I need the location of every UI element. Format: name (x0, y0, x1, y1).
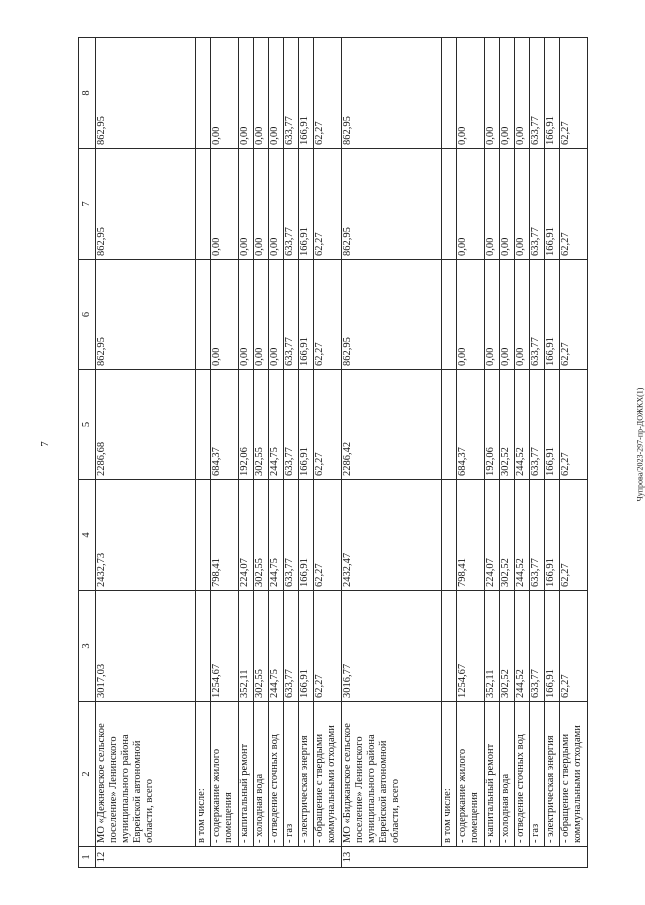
value-cell: 862,95 (342, 38, 442, 149)
total-row (96, 38, 196, 868)
service-name: - содержание жилого помещения (211, 702, 239, 847)
value-cell: 0,00 (269, 38, 284, 149)
value-cell: 1254,67 (457, 591, 485, 702)
value-cell: 633,77 (284, 260, 299, 370)
value-cell: 166,91 (299, 149, 314, 260)
value-cell: 633,77 (284, 370, 299, 480)
empty-cell (442, 480, 457, 591)
in-total-label: в том числе: (196, 702, 211, 847)
value-cell: 192,06 (239, 370, 254, 480)
value-cell: 0,00 (239, 260, 254, 370)
municipality-name: МО «Биджанское сельское поселение» Ленинского муниципального района Еврейской автономной области, всего (342, 702, 442, 847)
value-cell: 0,00 (500, 38, 515, 149)
service-row (314, 38, 342, 868)
value-cell: 0,00 (254, 260, 269, 370)
service-name: - электрическая энергия (299, 702, 314, 847)
value-cell: 633,77 (530, 149, 545, 260)
value-cell: 3016,77 (342, 591, 442, 702)
service-name: - отведение сточных вод (269, 702, 284, 847)
value-cell: 62,27 (314, 591, 342, 702)
value-cell: 2286,42 (342, 370, 442, 480)
empty-cell (196, 591, 211, 702)
column-number: 1 (79, 847, 96, 868)
value-cell: 0,00 (269, 260, 284, 370)
value-cell: 62,27 (314, 149, 342, 260)
value-cell: 0,00 (211, 149, 239, 260)
value-cell: 302,52 (500, 591, 515, 702)
service-name: - холодная вода (500, 702, 515, 847)
value-cell: 224,07 (485, 480, 500, 591)
value-cell: 0,00 (500, 149, 515, 260)
value-cell: 633,77 (284, 480, 299, 591)
value-cell: 244,75 (269, 370, 284, 480)
service-row (284, 38, 299, 868)
service-name: - капитальный ремонт (485, 702, 500, 847)
value-cell: 244,75 (269, 591, 284, 702)
empty-cell (196, 38, 211, 149)
in-total-row (196, 38, 211, 868)
empty-cell (196, 370, 211, 480)
service-row (254, 38, 269, 868)
value-cell: 0,00 (515, 149, 530, 260)
service-name: - обращение с твердыми коммунальными отходами (314, 702, 342, 847)
value-cell: 166,91 (299, 370, 314, 480)
service-row (485, 38, 500, 868)
service-row (299, 38, 314, 868)
value-cell: 0,00 (457, 38, 485, 149)
value-cell: 0,00 (239, 149, 254, 260)
value-cell: 302,55 (254, 370, 269, 480)
value-cell: 166,91 (545, 480, 560, 591)
value-cell: 62,27 (560, 370, 588, 480)
value-cell: 862,95 (342, 260, 442, 370)
service-name: - холодная вода (254, 702, 269, 847)
document-reference: Чупрова/2023-297-пр-ДОЖКХ(1) (635, 387, 645, 502)
value-cell: 862,95 (342, 149, 442, 260)
service-row (457, 38, 485, 868)
value-cell: 0,00 (485, 149, 500, 260)
service-row (211, 38, 239, 868)
value-cell: 166,91 (545, 591, 560, 702)
value-cell: 302,55 (254, 480, 269, 591)
column-number: 3 (79, 591, 96, 702)
value-cell: 0,00 (211, 260, 239, 370)
value-cell: 62,27 (314, 370, 342, 480)
service-row (545, 38, 560, 868)
value-cell: 0,00 (485, 260, 500, 370)
column-number: 7 (79, 149, 96, 260)
empty-cell (442, 38, 457, 149)
column-number: 2 (79, 702, 96, 847)
value-cell: 352,11 (239, 591, 254, 702)
value-cell: 798,41 (211, 480, 239, 591)
service-name: - газ (284, 702, 299, 847)
value-cell: 166,91 (299, 480, 314, 591)
value-cell: 0,00 (211, 38, 239, 149)
value-cell: 633,77 (284, 149, 299, 260)
value-cell: 302,52 (500, 370, 515, 480)
empty-cell (442, 260, 457, 370)
value-cell: 166,91 (299, 260, 314, 370)
value-cell: 0,00 (515, 260, 530, 370)
value-cell: 2432,73 (96, 480, 196, 591)
value-cell: 0,00 (254, 38, 269, 149)
column-number: 4 (79, 480, 96, 591)
value-cell: 62,27 (314, 480, 342, 591)
value-cell: 244,75 (269, 480, 284, 591)
value-cell: 684,37 (457, 370, 485, 480)
value-cell: 62,27 (560, 480, 588, 591)
value-cell: 3017,03 (96, 591, 196, 702)
value-cell: 633,77 (284, 38, 299, 149)
service-row (500, 38, 515, 868)
value-cell: 633,77 (530, 480, 545, 591)
value-cell: 0,00 (515, 38, 530, 149)
value-cell: 62,27 (560, 591, 588, 702)
value-cell: 62,27 (560, 260, 588, 370)
value-cell: 244,52 (515, 370, 530, 480)
service-name: - отведение сточных вод (515, 702, 530, 847)
value-cell: 862,95 (96, 260, 196, 370)
municipality-name: МО «Дежневское сельское поселение» Ленинского муниципального района Еврейской автономной области, всего (96, 702, 196, 847)
value-cell: 0,00 (457, 149, 485, 260)
value-cell: 0,00 (254, 149, 269, 260)
value-cell: 2286,68 (96, 370, 196, 480)
service-row (239, 38, 254, 868)
value-cell: 166,91 (545, 38, 560, 149)
value-cell: 352,11 (485, 591, 500, 702)
value-cell: 862,95 (96, 149, 196, 260)
value-cell: 633,77 (530, 38, 545, 149)
value-cell: 166,91 (299, 591, 314, 702)
empty-cell (196, 480, 211, 591)
value-cell: 684,37 (211, 370, 239, 480)
value-cell: 244,52 (515, 480, 530, 591)
value-cell: 0,00 (485, 38, 500, 149)
service-row (269, 38, 284, 868)
value-cell: 633,77 (530, 260, 545, 370)
value-cell: 192,06 (485, 370, 500, 480)
value-cell: 166,91 (545, 149, 560, 260)
service-name: - газ (530, 702, 545, 847)
header-row (79, 38, 96, 868)
empty-cell (196, 149, 211, 260)
service-row (530, 38, 545, 868)
tariff-table (78, 37, 588, 868)
row-number: 12 (96, 847, 342, 868)
value-cell: 62,27 (560, 149, 588, 260)
value-cell: 633,77 (530, 370, 545, 480)
value-cell: 0,00 (457, 260, 485, 370)
column-number: 5 (79, 370, 96, 480)
in-total-label: в том числе: (442, 702, 457, 847)
empty-cell (442, 149, 457, 260)
empty-cell (442, 591, 457, 702)
service-name: - капитальный ремонт (239, 702, 254, 847)
empty-cell (196, 260, 211, 370)
value-cell: 166,91 (545, 370, 560, 480)
value-cell: 62,27 (560, 38, 588, 149)
service-name: - электрическая энергия (545, 702, 560, 847)
value-cell: 0,00 (269, 149, 284, 260)
rotated-table-wrapper (78, 38, 584, 868)
value-cell: 633,77 (284, 591, 299, 702)
total-row (342, 38, 442, 868)
value-cell: 633,77 (530, 591, 545, 702)
service-name: - содержание жилого помещения (457, 702, 485, 847)
value-cell: 862,95 (96, 38, 196, 149)
value-cell: 224,07 (239, 480, 254, 591)
service-row (515, 38, 530, 868)
column-number: 6 (79, 260, 96, 370)
value-cell: 302,55 (254, 591, 269, 702)
value-cell: 302,52 (500, 480, 515, 591)
value-cell: 62,27 (314, 260, 342, 370)
column-number: 8 (79, 38, 96, 149)
service-row (560, 38, 588, 868)
value-cell: 2432,47 (342, 480, 442, 591)
service-name: - обращение с твердыми коммунальными отходами (560, 702, 588, 847)
value-cell: 62,27 (314, 38, 342, 149)
value-cell: 166,91 (299, 38, 314, 149)
row-number: 13 (342, 847, 588, 868)
value-cell: 244,52 (515, 591, 530, 702)
value-cell: 0,00 (500, 260, 515, 370)
value-cell: 166,91 (545, 260, 560, 370)
in-total-row (442, 38, 457, 868)
value-cell: 0,00 (239, 38, 254, 149)
page-number: 7 (38, 441, 51, 447)
empty-cell (442, 370, 457, 480)
value-cell: 1254,67 (211, 591, 239, 702)
value-cell: 798,41 (457, 480, 485, 591)
